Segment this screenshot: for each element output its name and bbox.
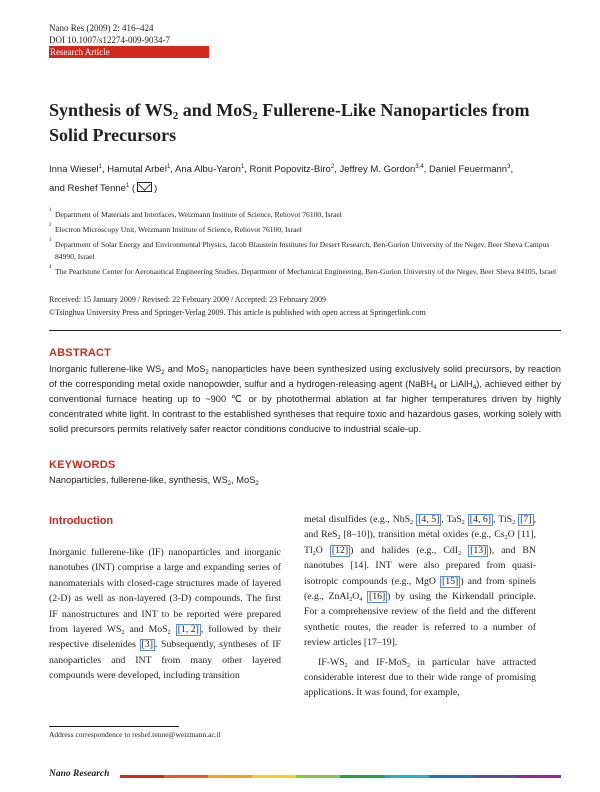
citation-link[interactable]: [3] xyxy=(141,639,153,651)
citation-link[interactable]: [4, 6] xyxy=(469,514,492,525)
author: Hamutal Arbel xyxy=(107,164,167,175)
color-bar-segment xyxy=(208,775,252,778)
journal-name-footer: Nano Research xyxy=(49,769,110,779)
author: Inna Wiesel xyxy=(49,164,99,175)
affiliation-item: 1 Department of Materials and Interfaces, Weizmann Institute of Science, Rehovot 76100, Israel xyxy=(49,208,342,219)
publication-dates xyxy=(49,294,561,319)
citation-link[interactable]: [12] xyxy=(331,544,349,556)
author: Daniel Feuermann xyxy=(428,164,508,175)
article-type-banner: Research Article xyxy=(49,46,209,58)
color-footer-bar xyxy=(120,775,561,778)
keywords-text: Nanoparticles, fullerene-like, synthesis, $WS_2$, MoS$_2$ xyxy=(49,475,259,487)
author: Jeffrey M. Gordon xyxy=(339,164,416,175)
citation-link[interactable]: [15] xyxy=(442,575,459,587)
received-revised-accepted: Received: 15 January 2009 / Revised: 22 February 2009 / Accepted: 23 February 2009 xyxy=(49,295,327,304)
article-title: Synthesis of $WS_2$ and MoS$_2$ Fullerene-Like Nanoparticles from Solid Precursors xyxy=(49,100,530,145)
color-bar-segment xyxy=(164,775,208,778)
article-header xyxy=(49,22,209,58)
header-divider xyxy=(49,330,561,331)
body-column-left xyxy=(49,545,281,684)
paragraph: Inorganic fullerene-like (IF) nanoparticles and inorganic nanotubes (INT) comprise a large and expanding series of nanomaterials with closed-cage structures made of layered (2-D) as well as non-layered (3-D) compounds. The first IF nanostructures and INT to be reported were prepared from layered $WS_2$ and MoS$_2$ [1, 2] , followed by their respective diselenides [3] . Subsequently, syntheses of IF nanoparticles and INT from many other layered compounds were developed, including transition xyxy=(49,547,282,682)
doi[interactable]: DOI 10.1007/s12274-009-9034-7 xyxy=(49,35,170,45)
citation-link[interactable]: [1, 2] xyxy=(177,624,199,636)
journal-reference: Nano Res (2009) 2: 416–424 xyxy=(49,23,154,33)
correspondence-footnote: Address correspondence to reshef.tenne@weizmann.ac.il xyxy=(49,730,221,739)
color-bar-segment xyxy=(517,775,561,778)
author: Ana Albu-Yaron xyxy=(175,164,241,175)
envelope-icon[interactable] xyxy=(137,182,152,192)
affiliation-item: 2 Electron Microscopy Unit, Weizmann Institute of Science, Rehovot 76100, Israel xyxy=(49,223,302,234)
introduction-heading: Introduction xyxy=(49,515,114,527)
author: and Reshef Tenne xyxy=(49,183,126,194)
footnote-rule xyxy=(49,726,179,727)
color-bar-segment xyxy=(473,775,517,778)
citation-link[interactable]: [4, 5] xyxy=(418,514,440,525)
citation-link[interactable]: [13] xyxy=(470,544,487,556)
affiliation-item: 3 Department of Solar Energy and Environmental Physics, Jacob Blaustein Institutes for Desert Research, Ben-Gurion University of the Negev, Beer Sheva Campus 84990, Israel xyxy=(49,238,550,261)
affiliation-item: 4 The Pearlstone Center for Aeronautical Engineering Studies, Department of Mechanical Engineering, Ben-Gurion University of the Negev, Beer Sheva 84105, Israel xyxy=(49,265,557,276)
citation-link[interactable]: [7] xyxy=(520,514,532,525)
color-bar-segment xyxy=(340,775,384,778)
copyright-notice: ©Tsinghua University Press and Springer-Verlag 2009. This article is published with open access at Springerlink.com xyxy=(49,307,426,317)
keywords-heading: KEYWORDS xyxy=(49,459,116,471)
abstract-heading: ABSTRACT xyxy=(49,347,112,359)
paragraph: $IF-WS_2$ and IF-MoS$_2$ in particular have attracted considerable interest due to their wide range of promising applications. It was found, for example, xyxy=(304,656,536,699)
color-bar-segment xyxy=(296,775,340,778)
color-bar-segment xyxy=(429,775,473,778)
color-bar-segment xyxy=(120,775,164,778)
author-list: Inna Wiesel$^1$, Hamutal Arbel$^1$, Ana Albu-Yaron$^1$, Ronit Popovitz-Biro$^2$, Jeffrey M. Gordon$^{3,4}$, Daniel Feuermann$^3$, and Reshef Tenne$^1$ ( ) xyxy=(49,164,514,194)
color-bar-segment xyxy=(385,775,429,778)
paragraph: metal disulfides (e.g., NbS$_2$ [4, 5] , TaS$_2$ [4, 6] , TiS$_2$ [7] , and ReS$_2$ [8–10]), transition metal oxides (e.g., $Cs_2O$ [11], $Tl_2O$ [12] ) and halides (e.g., CdI$_2$ [13] ), and BN nanotubes [14]. INT were also prepared from quasi-isotropic compounds (e.g., MgO [15] ) and from spinels (e.g., $ZnAl_2O_4$ [16] ) by using the Kirkendall principle. For a comprehensive review of the field and the different synthetic routes, the reader is referred to a number of review articles [17–19]. xyxy=(304,514,537,649)
citation-link[interactable]: [16] xyxy=(368,591,386,603)
author: Ronit Popovitz-Biro xyxy=(249,164,331,175)
color-bar-segment xyxy=(252,775,296,778)
body-column-right xyxy=(304,512,536,701)
abstract-text: Inorganic fullerene-like $WS_2$ and MoS$_2$ nanoparticles have been synthesized using exclusively solid precursors, by reaction of the corresponding metal oxide nanopowder, sulfur and a hydrogen-releasing agent (NaBH$_4$ or LiAlH$_4$), achieved either by conventional furnace heating up to ~900 ℃ or by photothermal ablation at far higher temperatures driven by highly concentrated white light. In contrast to the established syntheses that require toxic and hazardous gases, working solely with solid precursors permits relatively safer reactor conditions conducive to industrial scale-up. xyxy=(49,364,561,434)
affiliations xyxy=(49,209,561,281)
